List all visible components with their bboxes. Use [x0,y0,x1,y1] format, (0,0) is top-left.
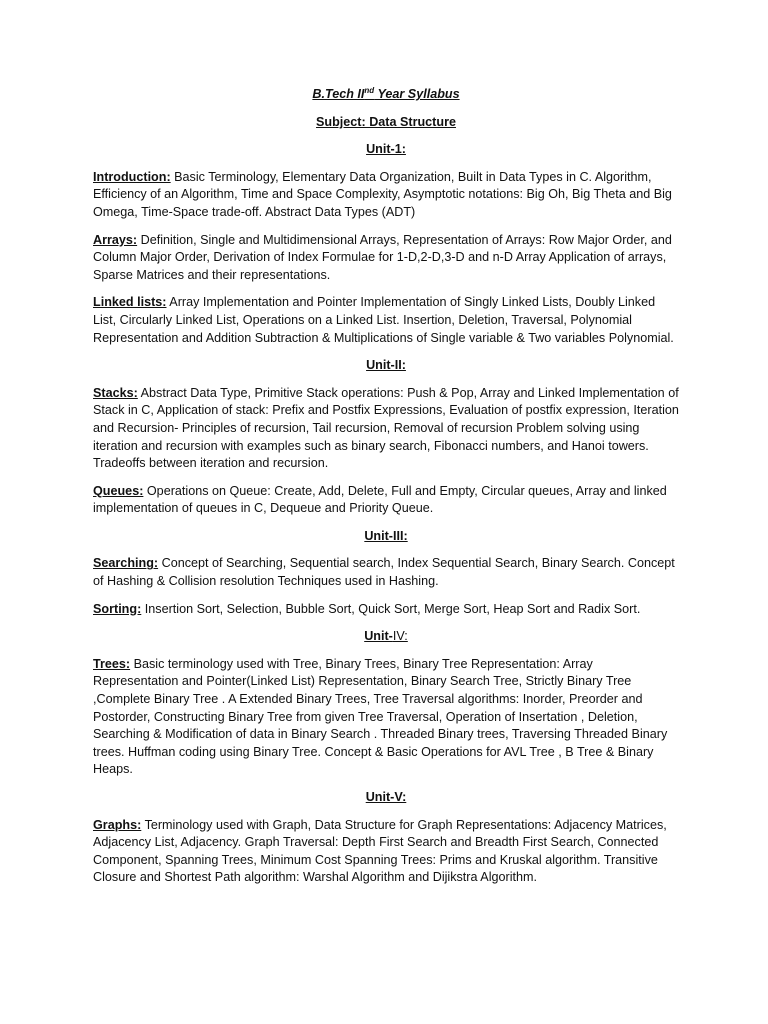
section-text: Abstract Data Type, Primitive Stack operations: Push & Pop, Array and Linked Implementation of Stack in C, Application of stack: Prefix and Postfix Expressions, Evaluation of postfix expression, Iteration and Recursion- Principles of recursion, Tail recursion, Removal of recursion Problem solving using iteration and recursion with examples such as binary search, Fibonacci numbers, and Hanoi towers. Tradeoffs between iteration and recursion. [93,385,679,471]
section-graphs [93,817,679,887]
section-heading: Graphs: [93,817,142,832]
unit-1-heading: Unit-1: [366,142,406,157]
section-trees [93,656,679,779]
unit-4-label-suffix: IV: [392,629,408,644]
page-title [93,86,679,104]
title-text: B.Tech II [312,87,365,101]
section-text: Array Implementation and Pointer Implementation of Singly Linked Lists, Doubly Linked List, Circularly Linked List, Operations on a Linked List. Insertion, Deletion, Traversal, Polynomial Representation and Addition Subtraction & Multiplications of Single variable & Two variables Polynomial. [93,295,674,345]
title-superscript: nd [364,85,375,95]
section-linked-lists [93,294,679,347]
unit-3-heading: Unit-III: [364,528,408,543]
section-text: Basic terminology used with Tree, Binary Trees, Binary Tree Representation: Array Representation and Pointer(Linked List) Representation, Binary Search Tree, Strictly Binary Tree ,Complete Binary Tree . A Extended Binary Trees, Tree Traversal algorithms: Inorder, Preorder and Postorder, Constructing Binary Tree from given Tree Traversal, Operation of Insertation , Deletion, Searching & Modification of data in Binary Search . Threaded Binary trees, Traversing Threaded Binary trees. Huffman coding using Binary Tree. Concept & Basic Operations for AVL Tree , B Tree & Binary Heaps. [93,656,668,777]
section-text: Terminology used with Graph, Data Structure for Graph Representations: Adjacency Matrices, Adjacency List, Adjacency. Graph Traversal: Depth First Search and Breadth First Search, Connected Component, Spanning Trees, Minimum Cost Spanning Trees: Prims and Kruskal algorithm. Transitive Closure and Shortest Path algorithm: Warshal Algorithm and Dijikstra Algorithm. [93,817,667,885]
section-arrays [93,232,679,285]
section-text: Definition, Single and Multidimensional Arrays, Representation of Arrays: Row Major Order, and Column Major Order, Derivation of Index Formulae for 1-D,2-D,3-D and n-D Array Application of arrays, Sparse Matrices and their representations. [93,232,672,282]
section-heading: Linked lists: [93,295,167,310]
section-introduction [93,169,679,222]
section-searching [93,555,679,590]
section-heading: Trees: [93,656,131,671]
section-text: Operations on Queue: Create, Add, Delete, Full and Empty, Circular queues, Array and linked implementation of queues in C, Dequeue and Priority Queue. [93,483,667,516]
section-heading: Introduction: [93,169,171,184]
unit-4-label-prefix: Unit- [364,629,393,644]
section-heading: Queues: [93,483,144,498]
unit-5-heading: Unit-V: [365,790,407,804]
unit-4-heading [93,628,679,646]
document-body [93,86,679,887]
section-heading: Searching: [93,556,159,571]
section-heading: Sorting: [93,601,142,616]
section-queues [93,483,679,518]
section-heading: Stacks: [93,385,138,400]
section-text: Insertion Sort, Selection, Bubble Sort, Quick Sort, Merge Sort, Heap Sort and Radix Sort. [141,601,641,616]
section-stacks [93,385,679,473]
unit-2-heading: Unit-II: [366,358,406,373]
section-text: Concept of Searching, Sequential search, Index Sequential Search, Binary Search. Concept of Hashing & Collision resolution Techniques used in Hashing. [93,556,675,589]
section-text: Basic Terminology, Elementary Data Organization, Built in Data Types in C. Algorithm, Efficiency of an Algorithm, Time and Space Complexity, Asymptotic notations: Big Oh, Big Theta and Big Omega, Time-Space trade-off. Abstract Data Types (ADT) [93,169,672,219]
subject-line: Subject: Data Structure [316,114,456,129]
title-suffix: Year Syllabus [374,87,460,101]
section-heading: Arrays: [93,232,138,247]
section-sorting [93,601,679,619]
